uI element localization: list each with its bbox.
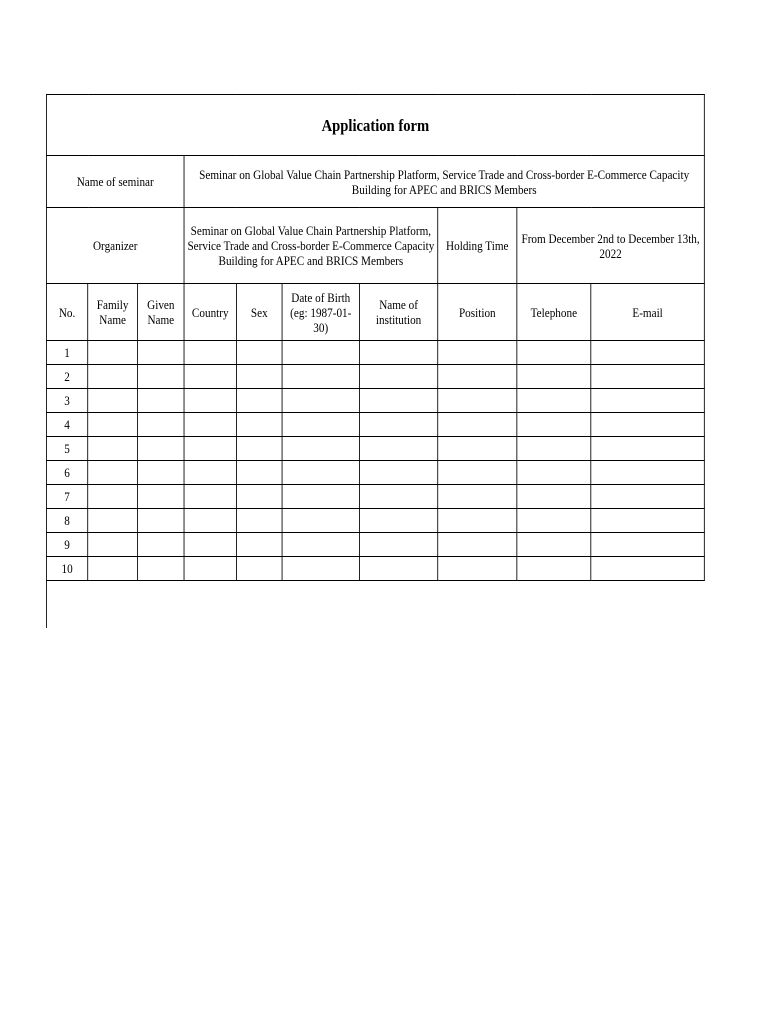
- holding-time-label: Holding Time: [438, 208, 517, 284]
- blank-entry-cell[interactable]: [184, 365, 236, 389]
- table-row: [46, 509, 704, 533]
- blank-entry-cell[interactable]: [88, 485, 138, 509]
- row-number: 6: [46, 461, 87, 485]
- blank-entry-cell[interactable]: [359, 365, 437, 389]
- organizer-label: Organizer: [46, 208, 184, 284]
- column-header: Telephone: [517, 284, 591, 341]
- blank-entry-cell[interactable]: [438, 557, 517, 581]
- blank-entry-cell[interactable]: [438, 485, 517, 509]
- blank-entry-cell[interactable]: [591, 461, 705, 485]
- row-number: 2: [46, 365, 87, 389]
- application-form-table: [46, 94, 705, 628]
- blank-entry-cell[interactable]: [591, 509, 705, 533]
- blank-entry-cell[interactable]: [184, 389, 236, 413]
- blank-entry-cell[interactable]: [359, 509, 437, 533]
- holding-time-value: From December 2nd to December 13th, 2022: [517, 208, 704, 284]
- blank-entry-cell[interactable]: [236, 533, 282, 557]
- blank-entry-cell[interactable]: [88, 365, 138, 389]
- column-header: Country: [184, 284, 236, 341]
- table-row: [46, 557, 704, 581]
- blank-entry-cell[interactable]: [184, 341, 236, 365]
- blank-entry-cell[interactable]: [438, 389, 517, 413]
- blank-entry-cell[interactable]: [88, 413, 138, 437]
- blank-entry-cell[interactable]: [359, 341, 437, 365]
- blank-entry-cell[interactable]: [236, 413, 282, 437]
- blank-entry-cell[interactable]: [138, 485, 184, 509]
- blank-entry-cell[interactable]: [517, 461, 591, 485]
- table-row: [46, 413, 704, 437]
- column-header: Name of institution: [359, 284, 437, 341]
- column-header: E-mail: [591, 284, 705, 341]
- blank-entry-cell[interactable]: [517, 413, 591, 437]
- blank-entry-cell[interactable]: [236, 341, 282, 365]
- blank-entry-cell[interactable]: [282, 533, 359, 557]
- blank-entry-cell[interactable]: [438, 413, 517, 437]
- blank-entry-cell[interactable]: [282, 365, 359, 389]
- table-row: [46, 461, 704, 485]
- blank-entry-cell[interactable]: [359, 437, 437, 461]
- blank-entry-cell[interactable]: [359, 389, 437, 413]
- blank-entry-cell[interactable]: [282, 413, 359, 437]
- blank-entry-cell[interactable]: [236, 461, 282, 485]
- blank-entry-cell[interactable]: [88, 533, 138, 557]
- table-row: [46, 533, 704, 557]
- blank-entry-cell[interactable]: [138, 341, 184, 365]
- blank-entry-cell[interactable]: [591, 533, 705, 557]
- blank-entry-cell[interactable]: [517, 509, 591, 533]
- blank-entry-cell[interactable]: [138, 533, 184, 557]
- blank-entry-cell[interactable]: [236, 557, 282, 581]
- blank-entry-cell[interactable]: [88, 461, 138, 485]
- blank-entry-cell[interactable]: [88, 437, 138, 461]
- blank-entry-cell[interactable]: [591, 389, 705, 413]
- blank-entry-cell[interactable]: [591, 485, 705, 509]
- blank-entry-cell[interactable]: [184, 509, 236, 533]
- row-number: 8: [46, 509, 87, 533]
- row-number: 1: [46, 341, 87, 365]
- blank-entry-cell[interactable]: [282, 509, 359, 533]
- blank-entry-cell[interactable]: [138, 437, 184, 461]
- form-title: Application form: [46, 95, 704, 156]
- blank-entry-cell[interactable]: [438, 365, 517, 389]
- table-row: [46, 341, 704, 365]
- blank-entry-cell[interactable]: [359, 461, 437, 485]
- blank-entry-cell[interactable]: [88, 341, 138, 365]
- row-number: 3: [46, 389, 87, 413]
- blank-entry-cell[interactable]: [591, 413, 705, 437]
- blank-entry-cell[interactable]: [282, 341, 359, 365]
- blank-entry-cell[interactable]: [236, 365, 282, 389]
- blank-entry-cell[interactable]: [138, 365, 184, 389]
- blank-entry-cell[interactable]: [438, 461, 517, 485]
- seminar-name-value: Seminar on Global Value Chain Partnership Platform, Service Trade and Cross-border E-Commerce Capacity Building for APEC and BRICS Members: [184, 156, 704, 208]
- column-header: Sex: [236, 284, 282, 341]
- blank-entry-cell[interactable]: [282, 557, 359, 581]
- table-row: [46, 389, 704, 413]
- blank-entry-cell[interactable]: [282, 485, 359, 509]
- blank-entry-cell[interactable]: [591, 557, 705, 581]
- blank-entry-cell[interactable]: [517, 389, 591, 413]
- blank-entry-cell[interactable]: [184, 557, 236, 581]
- blank-entry-cell[interactable]: [517, 533, 591, 557]
- blank-entry-cell[interactable]: [184, 533, 236, 557]
- blank-entry-cell[interactable]: [517, 341, 591, 365]
- blank-entry-cell[interactable]: [236, 389, 282, 413]
- blank-entry-cell[interactable]: [138, 461, 184, 485]
- blank-entry-cell[interactable]: [359, 413, 437, 437]
- blank-entry-cell[interactable]: [438, 437, 517, 461]
- column-header-row: [46, 284, 704, 341]
- table-row: [46, 365, 704, 389]
- blank-entry-cell[interactable]: [184, 485, 236, 509]
- blank-entry-cell[interactable]: [282, 461, 359, 485]
- column-header: Date of Birth (eg: 1987-01-30): [282, 284, 359, 341]
- blank-entry-cell[interactable]: [138, 389, 184, 413]
- table-row: [46, 485, 704, 509]
- column-header: Family Name: [88, 284, 138, 341]
- row-number: 7: [46, 485, 87, 509]
- blank-entry-cell[interactable]: [359, 557, 437, 581]
- column-header: Position: [438, 284, 517, 341]
- blank-entry-cell[interactable]: [517, 557, 591, 581]
- blank-entry-cell[interactable]: [438, 509, 517, 533]
- blank-entry-cell[interactable]: [138, 413, 184, 437]
- blank-entry-cell[interactable]: [88, 557, 138, 581]
- row-number: 9: [46, 533, 87, 557]
- blank-entry-cell[interactable]: [282, 437, 359, 461]
- blank-entry-cell[interactable]: [184, 461, 236, 485]
- blank-entry-cell[interactable]: [517, 437, 591, 461]
- row-number: 4: [46, 413, 87, 437]
- seminar-name-label: Name of seminar: [46, 156, 184, 208]
- blank-entry-cell[interactable]: [359, 533, 437, 557]
- blank-entry-cell[interactable]: [184, 413, 236, 437]
- blank-entry-cell[interactable]: [282, 389, 359, 413]
- blank-entry-cell[interactable]: [138, 509, 184, 533]
- organizer-value: Seminar on Global Value Chain Partnership Platform, Service Trade and Cross-border E-Commerce Capacity Building for APEC and BRICS Members: [184, 208, 438, 284]
- row-number: 10: [46, 557, 87, 581]
- blank-entry-cell[interactable]: [88, 389, 138, 413]
- blank-entry-cell[interactable]: [184, 437, 236, 461]
- blank-entry-cell[interactable]: [591, 365, 705, 389]
- row-number: 5: [46, 437, 87, 461]
- blank-entry-cell[interactable]: [517, 365, 591, 389]
- blank-entry-cell[interactable]: [591, 437, 705, 461]
- blank-entry-cell[interactable]: [88, 509, 138, 533]
- column-header: No.: [46, 284, 87, 341]
- blank-entry-cell[interactable]: [591, 341, 705, 365]
- blank-entry-cell[interactable]: [359, 485, 437, 509]
- blank-entry-cell[interactable]: [438, 533, 517, 557]
- blank-entry-cell[interactable]: [438, 341, 517, 365]
- blank-entry-cell[interactable]: [236, 485, 282, 509]
- blank-entry-cell[interactable]: [236, 437, 282, 461]
- blank-entry-cell[interactable]: [138, 557, 184, 581]
- blank-entry-cell[interactable]: [236, 509, 282, 533]
- table-row: [46, 437, 704, 461]
- form-trailing-space: [46, 581, 704, 629]
- column-header: Given Name: [138, 284, 184, 341]
- blank-entry-cell[interactable]: [517, 485, 591, 509]
